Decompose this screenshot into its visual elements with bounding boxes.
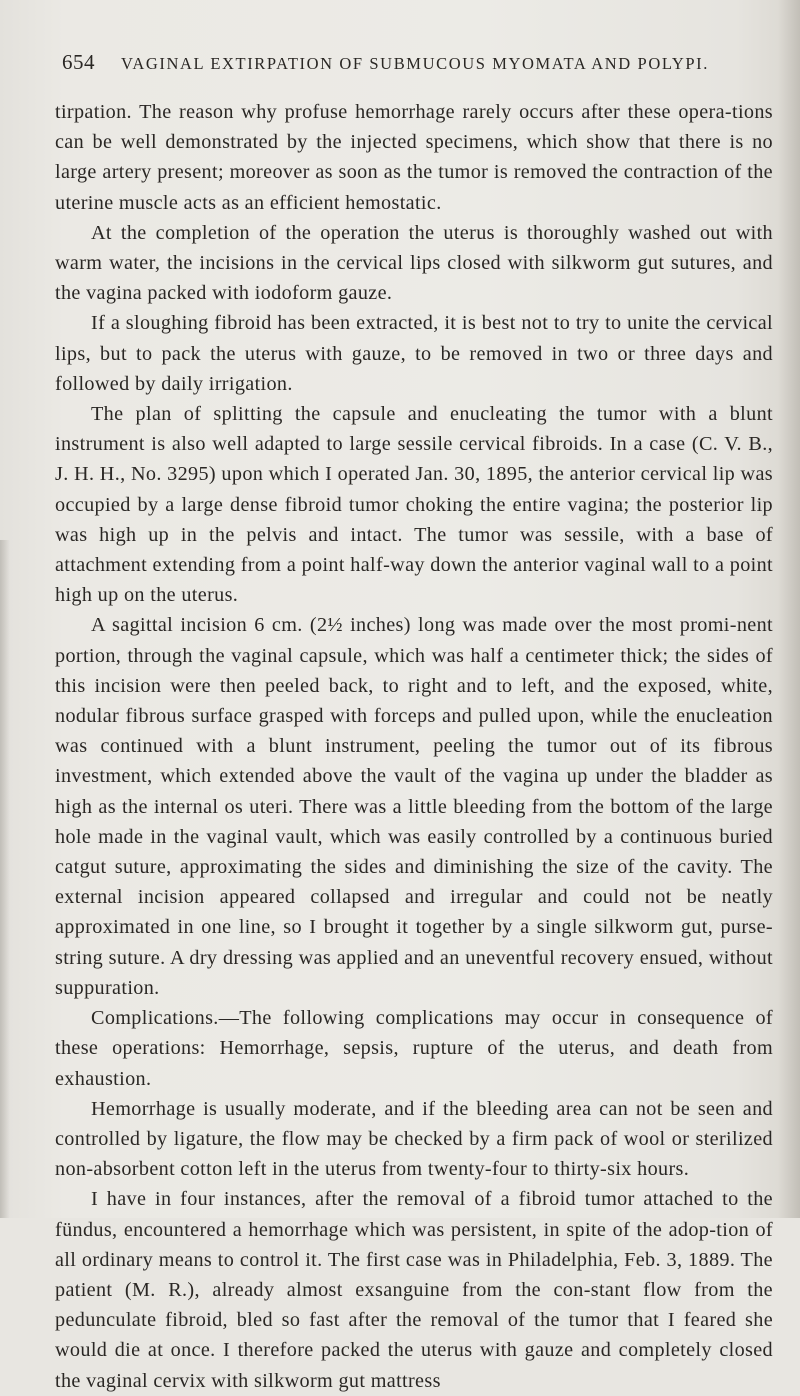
paragraph-continuation: tirpation. The reason why profuse hemorrhage rarely occurs after these opera-tions can be well demonstrated by the injected specimens, which show that there is no large artery present; moreover as soon as the tumor is removed the contraction of the uterine muscle acts as an efficient hemostatic. [55, 101, 773, 214]
paragraph-sagittal-incision: A sagittal incision 6 cm. (2½ inches) long was made over the most promi-nent portion, through the vaginal capsule, which was half a centimeter thick; the sides of this incision were then peeled back, to right and to left, and the exposed, white, nodular fibrous surface grasped with forceps and pulled upon, while the enucleation was continued with a blunt instrument, peeling the tumor out of its fibrous investment, which extended above the vault of the vagina up under the bladder as high as the internal os uteri. There was a little bleeding from the bottom of the large hole made in the vaginal vault, which was easily controlled by a continuous buried catgut suture, approximating the sides and diminishing the size of the cavity. The external incision appeared collapsed and irregular and could not be neatly approximated in one line, so I brought it together by a single silkworm gut, purse-string suture. A dry dressing was applied and an uneventful recovery ensued, without suppuration. [55, 614, 773, 999]
paragraph-complications: Complications.—The following complications may occur in consequence of these operations: Hemorrhage, sepsis, rupture of the uterus, and death from exhaustion. [55, 1007, 773, 1090]
running-head: VAGINAL EXTIRPATION OF SUBMUCOUS MYOMATA AND POLYPI. [121, 54, 709, 73]
paragraph-splitting-capsule: The plan of splitting the capsule and enucleating the tumor with a blunt instrument is also well adapted to large sessile cervical fibroids. In a case (C. V. B., J. H. H., No. 3295) upon which I operated Jan. 30, 1895, the anterior cervical lip was occupied by a large dense fibroid tumor choking the entire vagina; the posterior lip was high up in the pelvis and intact. The tumor was sessile, with a base of attachment extending from a point half-way down the anterior vaginal wall to a point high up on the uterus. [55, 403, 773, 607]
paragraph-four-instances: I have in four instances, after the removal of a fibroid tumor attached to the fündus, encountered a hemorrhage which was persistent, in spite of the adop-tion of all ordinary means to control it. The first case was in Philadelphia, Feb. 3, 1889. The patient (M. R.), already almost exsanguine from the con-stant flow from the pedunculate fibroid, bled so fast after the removal of the tumor that I feared she would die at once. I therefore packed the uterus with gauze and completely closed the vaginal cervix with silkworm gut mattress [55, 1188, 773, 1392]
page-number: 654 [62, 50, 95, 74]
page-gutter-shadow [0, 540, 10, 1218]
paragraph-hemorrhage: Hemorrhage is usually moderate, and if the bleeding area can not be seen and controlled by ligature, the flow may be checked by a firm pack of wool or sterilized non-absorbent cotton left in the uterus from twenty-four to thirty-six hours. [55, 1097, 773, 1181]
paragraph-completion: At the completion of the operation the uterus is thoroughly washed out with warm water, the incisions in the cervical lips closed with silkworm gut sutures, and the vagina packed with iodoform gauze. [55, 221, 773, 305]
page-header [62, 50, 762, 80]
paragraph-sloughing-fibroid: If a sloughing fibroid has been extracted, it is best not to try to unite the cervical lips, but to pack the uterus with gauze, to be removed in two or three days and followed by daily irrigation. [55, 312, 773, 395]
body-text [55, 97, 773, 1396]
page-edge-shadow [778, 0, 800, 1218]
